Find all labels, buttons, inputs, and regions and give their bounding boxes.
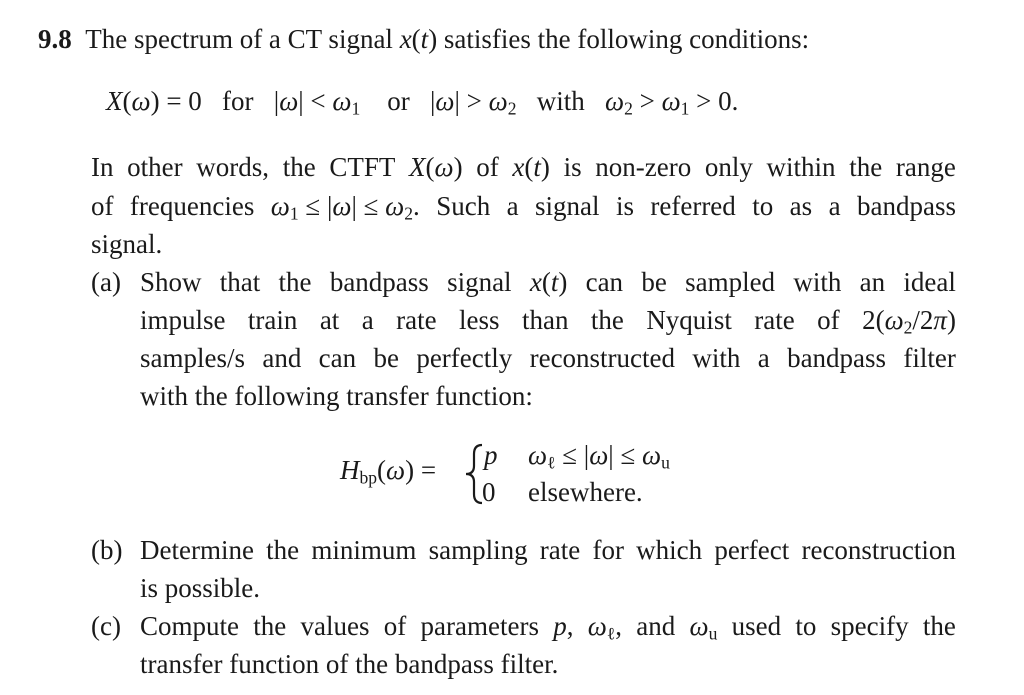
part-a-line-3: samples/s and can be perfectly reconstructed with a bandpass filter xyxy=(140,343,956,373)
case1-value: p xyxy=(484,440,498,470)
part-b-label: (b) xyxy=(91,535,123,565)
paragraph-line-2: of frequencies $\omega_1 \le |\omega| \le \omega_2$. Such a signal is referred to as a bandpass xyxy=(91,191,956,224)
problem-intro: The spectrum of a CT signal x(t) satisfies the following conditions: xyxy=(78,24,810,54)
filter-equation-lhs: $H_{bp}(\omega)$ = xyxy=(340,455,437,488)
part-b-line-2: is possible. xyxy=(140,573,261,603)
condition-equation: X(ω) = 0 for $|\omega| < \omega_1$ or $|\omega| > \omega_2$ with $\omega_2 > \omega_1 > 0$. xyxy=(106,86,739,119)
paragraph-line-3: signal. xyxy=(91,229,163,259)
part-b-line-1: Determine the minimum sampling rate for which perfect reconstruction xyxy=(140,535,956,565)
case2-value: 0 xyxy=(482,477,496,507)
part-a-label: (a) xyxy=(91,267,121,297)
part-a-line-2: impulse train at a rate less than the Nyquist rate of $2(\omega_2/2\pi)$ xyxy=(140,305,956,338)
case1-condition: $\omega_\ell \le |\omega| \le \omega_u$ xyxy=(528,440,670,473)
part-c-line-1: Compute the values of parameters p, $\omega_\ell$, and $\omega_u$ used to specify the xyxy=(140,611,956,644)
part-c-line-2: transfer function of the bandpass filter. xyxy=(140,649,559,679)
part-c-label: (c) xyxy=(91,611,121,641)
case2-condition: elsewhere. xyxy=(528,477,643,507)
part-a-line-1: Show that the bandpass signal x(t) can be sampled with an ideal xyxy=(140,267,956,297)
paragraph-line-1: In other words, the CTFT X(ω) of x(t) is non-zero only within the range xyxy=(91,152,956,182)
part-a-line-4: with the following transfer function: xyxy=(140,381,533,411)
problem-header xyxy=(38,22,809,56)
problem-number: 9.8 xyxy=(38,24,72,54)
